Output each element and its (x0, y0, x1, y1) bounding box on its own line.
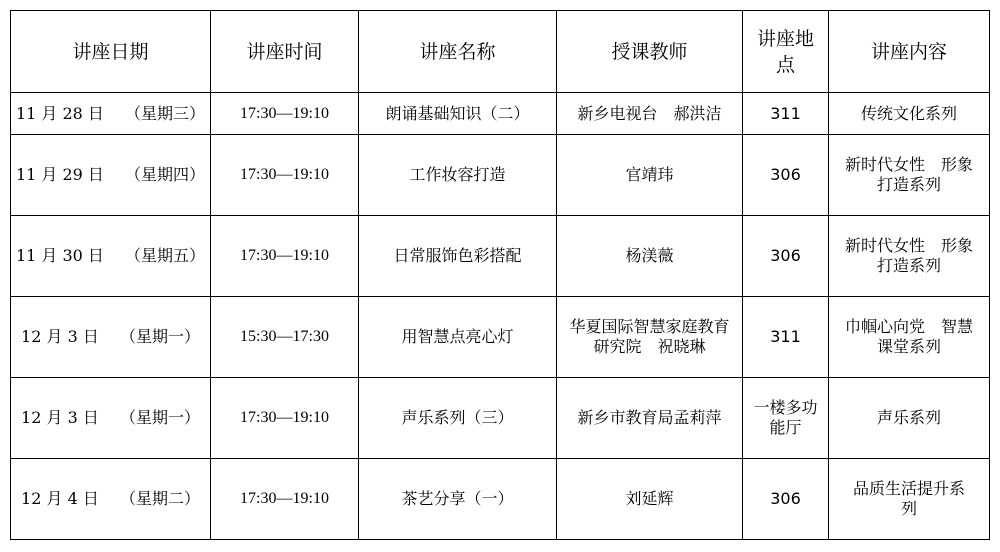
cell-date (11, 93, 211, 135)
cell-location-line: 能厅 (769, 418, 802, 437)
header-row (11, 11, 990, 93)
cell-content (829, 216, 990, 297)
cell-content-line: 巾帼心向党 智慧 (844, 317, 973, 336)
table-row (11, 93, 990, 135)
header-content: 讲座内容 (829, 11, 990, 93)
weekday-text: （星期四） (125, 165, 206, 184)
cell-content-line: 声乐系列 (876, 408, 941, 427)
date-text: 11 月 30 日 (15, 246, 104, 265)
date-text: 11 月 29 日 (15, 165, 104, 184)
cell-content-line: 打造系列 (876, 256, 941, 275)
header-date: 讲座日期 (11, 11, 211, 93)
cell-time: 17:30—19:10 (211, 378, 359, 459)
cell-location (743, 216, 829, 297)
cell-teacher-line: 杨渼薇 (625, 246, 674, 265)
date-text: 11 月 28 日 (15, 103, 104, 123)
cell-name: 用智慧点亮心灯 (359, 297, 557, 378)
cell-name: 朗诵基础知识（二） (359, 93, 557, 135)
cell-teacher-line: 华夏国际智慧家庭教育 (569, 317, 730, 336)
cell-teacher (557, 378, 743, 459)
cell-date (11, 297, 211, 378)
cell-teacher-line: 新乡市教育局孟莉萍 (577, 408, 722, 427)
cell-content-line: 传统文化系列 (860, 103, 957, 123)
cell-content-line: 新时代女性 形象 (844, 236, 973, 255)
cell-content-line: 新时代女性 形象 (844, 155, 973, 174)
cell-location-line: 一楼多功 (753, 398, 818, 417)
table-row (11, 297, 990, 378)
header-teacher: 授课教师 (557, 11, 743, 93)
cell-content (829, 378, 990, 459)
header-location-line: 点 (775, 53, 795, 76)
cell-teacher-line: 新乡电视台 郝洪洁 (577, 103, 722, 123)
lecture-schedule-table (10, 10, 990, 540)
cell-content (829, 459, 990, 540)
weekday-text: （星期二） (119, 489, 200, 508)
cell-teacher-line: 研究院 祝晓琳 (593, 337, 706, 356)
header-name: 讲座名称 (359, 11, 557, 93)
cell-teacher (557, 93, 743, 135)
cell-location-line: 306 (770, 246, 801, 265)
cell-date (11, 378, 211, 459)
weekday-text: （星期一） (119, 327, 200, 346)
cell-time: 15:30—17:30 (211, 297, 359, 378)
cell-location-line: 311 (770, 327, 801, 346)
cell-content (829, 93, 990, 135)
cell-date (11, 459, 211, 540)
date-text: 12 月 3 日 (21, 327, 99, 346)
cell-content-line: 列 (900, 499, 917, 518)
cell-location (743, 459, 829, 540)
cell-content-line: 课堂系列 (876, 337, 941, 356)
cell-location (743, 297, 829, 378)
table-row (11, 459, 990, 540)
table-row (11, 378, 990, 459)
cell-name: 日常服饰色彩搭配 (359, 216, 557, 297)
weekday-text: （星期五） (125, 246, 206, 265)
cell-location (743, 378, 829, 459)
cell-teacher-line: 官靖玮 (625, 165, 674, 184)
table-row (11, 135, 990, 216)
cell-time: 17:30—19:10 (211, 135, 359, 216)
cell-location-line: 306 (770, 489, 801, 508)
cell-time: 17:30—19:10 (211, 216, 359, 297)
cell-name: 声乐系列（三） (359, 378, 557, 459)
cell-location (743, 135, 829, 216)
cell-time: 17:30—19:10 (211, 459, 359, 540)
cell-teacher (557, 216, 743, 297)
cell-date (11, 135, 211, 216)
cell-content (829, 135, 990, 216)
cell-teacher (557, 297, 743, 378)
cell-time: 17:30—19:10 (211, 93, 359, 135)
cell-teacher (557, 135, 743, 216)
cell-location-line: 311 (770, 103, 801, 123)
cell-teacher-line: 刘延辉 (625, 489, 674, 508)
date-text: 12 月 4 日 (21, 489, 99, 508)
header-location-line: 讲座地 (756, 27, 814, 50)
cell-teacher (557, 459, 743, 540)
cell-location-line: 306 (770, 165, 801, 184)
cell-content-line: 打造系列 (876, 175, 941, 194)
cell-content-line: 品质生活提升系 (852, 479, 965, 498)
header-time: 讲座时间 (211, 11, 359, 93)
weekday-text: （星期三） (125, 103, 206, 123)
weekday-text: （星期一） (119, 408, 200, 427)
date-text: 12 月 3 日 (21, 408, 99, 427)
cell-content (829, 297, 990, 378)
cell-location (743, 93, 829, 135)
cell-name: 工作妆容打造 (359, 135, 557, 216)
cell-date (11, 216, 211, 297)
table-row (11, 216, 990, 297)
header-location (743, 11, 829, 93)
cell-name: 茶艺分享（一） (359, 459, 557, 540)
